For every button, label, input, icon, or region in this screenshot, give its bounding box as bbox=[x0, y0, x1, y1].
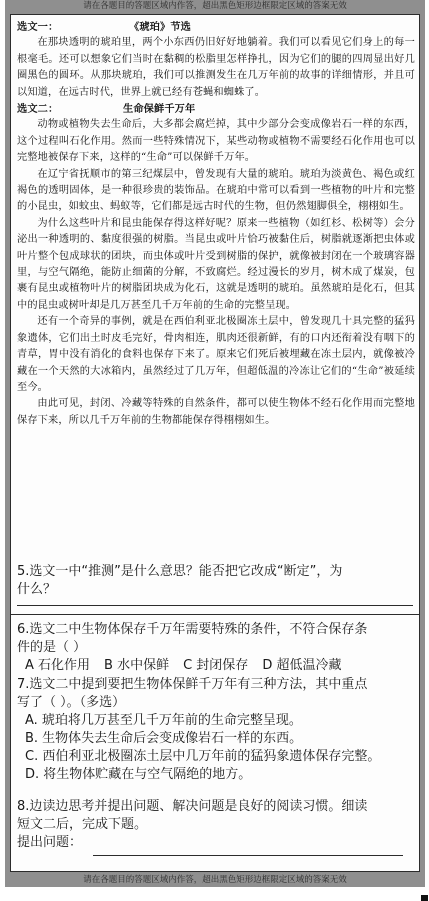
question-8-line: 8.边读边思考并提出问题、解决问题是良好的阅读习惯。细读 bbox=[17, 799, 368, 814]
divider bbox=[11, 614, 419, 615]
text2-title: 生命保鲜千万年 bbox=[123, 103, 196, 116]
reading-passages bbox=[17, 19, 415, 429]
header-note: 请在各题目的答题区域内作答，超出黑色矩形边框限定区域的答案无效 bbox=[83, 1, 347, 11]
text1-label: 选文一： bbox=[17, 21, 59, 33]
option-d[interactable]: D 超低温冷藏 bbox=[262, 658, 342, 673]
question-6-options bbox=[17, 657, 413, 675]
option-a[interactable]: A 石化作用 bbox=[25, 658, 91, 673]
question-8 bbox=[17, 798, 413, 852]
question-5 bbox=[17, 563, 413, 599]
answer-sheet bbox=[5, 0, 425, 887]
footer-note: 请在各题目的答题区域内作答，超出黑色矩形边框限定区域的答案无效 bbox=[83, 875, 347, 885]
corner-mark bbox=[421, 895, 428, 901]
text2-paragraph: 动物或植物失去生命后，大多都会腐烂掉，其中少部分会变成像岩石一样的东西，这个过程叫石化作用。然而一些特殊情况下，某些动物或植物不需要经石化作用也可以完整地被保存下来，这样的“生命”可以保鲜千万年。 bbox=[17, 119, 415, 164]
option-d[interactable]: D. 将生物体贮藏在与空气隔绝的地方。 bbox=[25, 767, 252, 782]
text1-title: 《琥珀》节选 bbox=[129, 21, 192, 33]
text2-paragraph: 在辽宁省抚顺市的第三纪煤层中，曾发现有大量的琥珀。琥珀为淡黄色、褐色或红褐色的透明固体，是一种很珍贵的装饰品。在琥珀中常可以看到一些植物的叶片和完整的小昆虫，如蚊虫、蚂蚁等，它们都是远古时代的生物，但仍然翅脚俱全，栩栩如生。 bbox=[17, 168, 415, 213]
question-7-line: 7.选文二中提到要把生物体保鲜千万年有三种方法，其中重点 bbox=[17, 677, 368, 692]
question-6-line: 6.选文二中生物体保存千万年需要特殊的条件，不符合保存条 bbox=[17, 622, 368, 637]
option-c[interactable]: C 封闭保存 bbox=[183, 658, 249, 673]
text1-heading bbox=[17, 19, 415, 35]
question-8-answer-line[interactable] bbox=[93, 855, 403, 856]
option-a[interactable]: A. 琥珀将几万甚至几千万年前的生命完整呈现。 bbox=[25, 713, 302, 728]
question-5-answer-line[interactable] bbox=[17, 605, 413, 606]
question-7 bbox=[17, 676, 413, 784]
question-7-line: 写了（ ）。（多选） bbox=[17, 695, 126, 710]
text2-heading bbox=[17, 101, 415, 117]
question-8-prompt: 提出问题： bbox=[17, 835, 83, 850]
text2-paragraph: 为什么这些叶片和昆虫能保存得这样好呢？原来一些植物（如红杉、松树等）会分泌出一种透明的、黏度很强的树脂。当昆虫或叶片恰巧被黏住后，树脂就逐渐把虫体或叶片整个包成球状的团块，而虫体或叶片受到树脂的保护，就像被封闭在一个玻璃容器里，与空气隔绝，能防止细菌的分解，不致腐烂。经过漫长的岁月，树木成了煤炭，包裹有昆虫或植物叶片的树脂团块成为化石，这就是透明的琥珀。虽然琥珀是化石，但其中的昆虫或树叶却是几万甚至几千万年前的生命的完整呈现。 bbox=[17, 217, 415, 311]
option-c[interactable]: C. 西伯利亚北极圈冻土层中几万年前的猛犸象遗体保存完整。 bbox=[25, 749, 381, 764]
text2-label: 选文二： bbox=[17, 103, 59, 116]
text1-paragraph: 在那块透明的琥珀里，两个小东西仍旧好好地躺着。我们可以看见它们身上的每一根毫毛。还可以想象它们当时在黏稠的松脂里怎样挣扎，因为它们的腿的四周显出好几圈黑色的圆环。从那块琥珀，我们可以推测发生在几万年前的故事的详细情形，并且可以知道，在远古时代，世界上就已经有苍蝇和蜘蛛了。 bbox=[17, 37, 415, 98]
text2-paragraph: 还有一个奇异的事例，就是在西伯利亚北极圈冻土层中，曾发现几十具完整的猛犸象遗体，它们出土时皮毛完好，骨肉相连，肌肉还很新鲜，有的口内还衔着没有咽下的青草，胃中没有消化的食料也保存下来了。原来它们死后被埋藏在冻土层内，就像被冷藏在一个天然的大冰箱内，虽然经过了几万年，但超低温的冷冻让它们的“生命”被延续至今。 bbox=[17, 316, 415, 393]
question-5-line: 什么？ bbox=[17, 582, 57, 597]
text2-paragraph: 由此可见，封闭、冷藏等特殊的自然条件，都可以使生物体不经石化作用而完整地保存下来，所以几千万年前的生物都能保存得栩栩如生。 bbox=[17, 398, 415, 426]
question-6-line: 件的是（ ） bbox=[17, 640, 87, 655]
question-5-line: 5.选文一中“推测”是什么意思？能否把它改成“断定”，为 bbox=[17, 564, 343, 579]
question-6 bbox=[17, 621, 413, 675]
question-8-line: 短文二后，完成下题。 bbox=[17, 817, 148, 832]
option-b[interactable]: B 水中保鲜 bbox=[104, 658, 170, 673]
answer-region bbox=[10, 14, 420, 872]
option-b[interactable]: B. 生物体失去生命后会变成像岩石一样的东西。 bbox=[25, 731, 303, 746]
